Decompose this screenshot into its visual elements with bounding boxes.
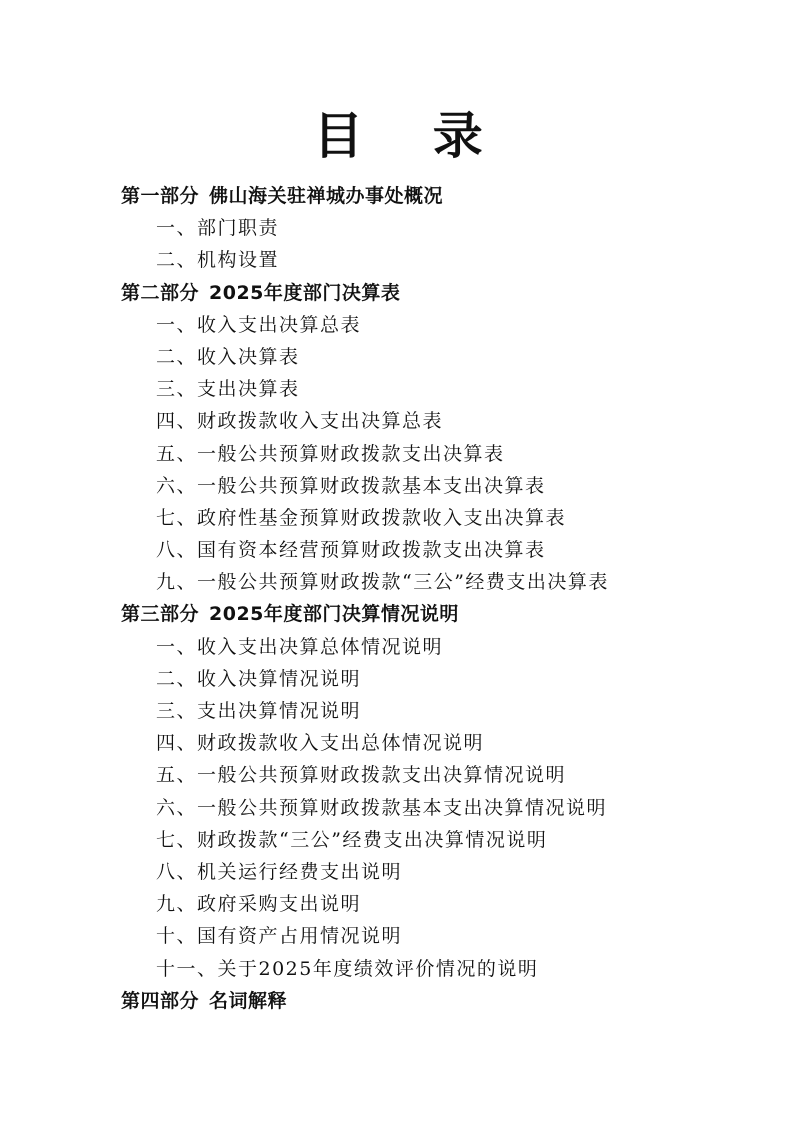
toc-entry: 二、收入决算情况说明 xyxy=(156,667,362,690)
toc-entry: 一、部门职责 xyxy=(156,217,280,240)
toc-entry: 十、国有资产占用情况说明 xyxy=(156,925,403,948)
table-of-contents xyxy=(0,180,800,1017)
toc-entry: 九、政府采购支出说明 xyxy=(156,893,362,916)
toc-entry: 五、一般公共预算财政拨款支出决算表 xyxy=(156,442,505,465)
toc-entry: 八、机关运行经费支出说明 xyxy=(156,860,403,883)
toc-entry: 九、一般公共预算财政拨款“三公”经费支出决算表 xyxy=(156,571,609,594)
toc-part-heading xyxy=(0,598,800,630)
toc-part-heading xyxy=(0,985,800,1017)
toc-entry: 七、财政拨款“三公”经费支出决算情况说明 xyxy=(156,828,548,851)
toc-entry: 四、财政拨款收入支出决算总表 xyxy=(156,410,444,433)
part-name: 佛山海关驻禅城办事处概况 xyxy=(209,185,444,207)
part-name: 2025年度部门决算情况说明 xyxy=(209,603,459,626)
toc-part-heading xyxy=(0,277,800,309)
part-label: 第二部分 xyxy=(121,281,200,304)
toc-entry: 六、一般公共预算财政拨款基本支出决算情况说明 xyxy=(156,796,608,819)
toc-entry: 六、一般公共预算财政拨款基本支出决算表 xyxy=(156,474,546,497)
toc-entry: 四、财政拨款收入支出总体情况说明 xyxy=(156,732,485,755)
toc-entry: 三、支出决算表 xyxy=(156,378,300,401)
toc-entry: 七、政府性基金预算财政拨款收入支出决算表 xyxy=(156,506,567,529)
part-label: 第一部分 xyxy=(121,185,200,207)
toc-entry: 八、国有资本经营预算财政拨款支出决算表 xyxy=(156,539,546,562)
toc-entry: 二、收入决算表 xyxy=(156,345,300,368)
part-name: 名词解释 xyxy=(209,989,288,1012)
toc-entry: 二、机构设置 xyxy=(156,249,280,272)
part-name: 2025年度部门决算表 xyxy=(209,281,401,304)
toc-part-heading xyxy=(0,180,800,212)
toc-entry: 五、一般公共预算财政拨款支出决算情况说明 xyxy=(156,764,567,787)
toc-entry: 十一、关于2025年度绩效评价情况的说明 xyxy=(156,957,539,980)
toc-entry: 一、收入支出决算总表 xyxy=(156,313,362,336)
part-label: 第四部分 xyxy=(121,989,200,1012)
toc-entry: 一、收入支出决算总体情况说明 xyxy=(156,635,444,658)
toc-entry: 三、支出决算情况说明 xyxy=(156,700,362,722)
part-label: 第三部分 xyxy=(121,603,200,626)
page-title: 目 录 xyxy=(313,106,509,165)
